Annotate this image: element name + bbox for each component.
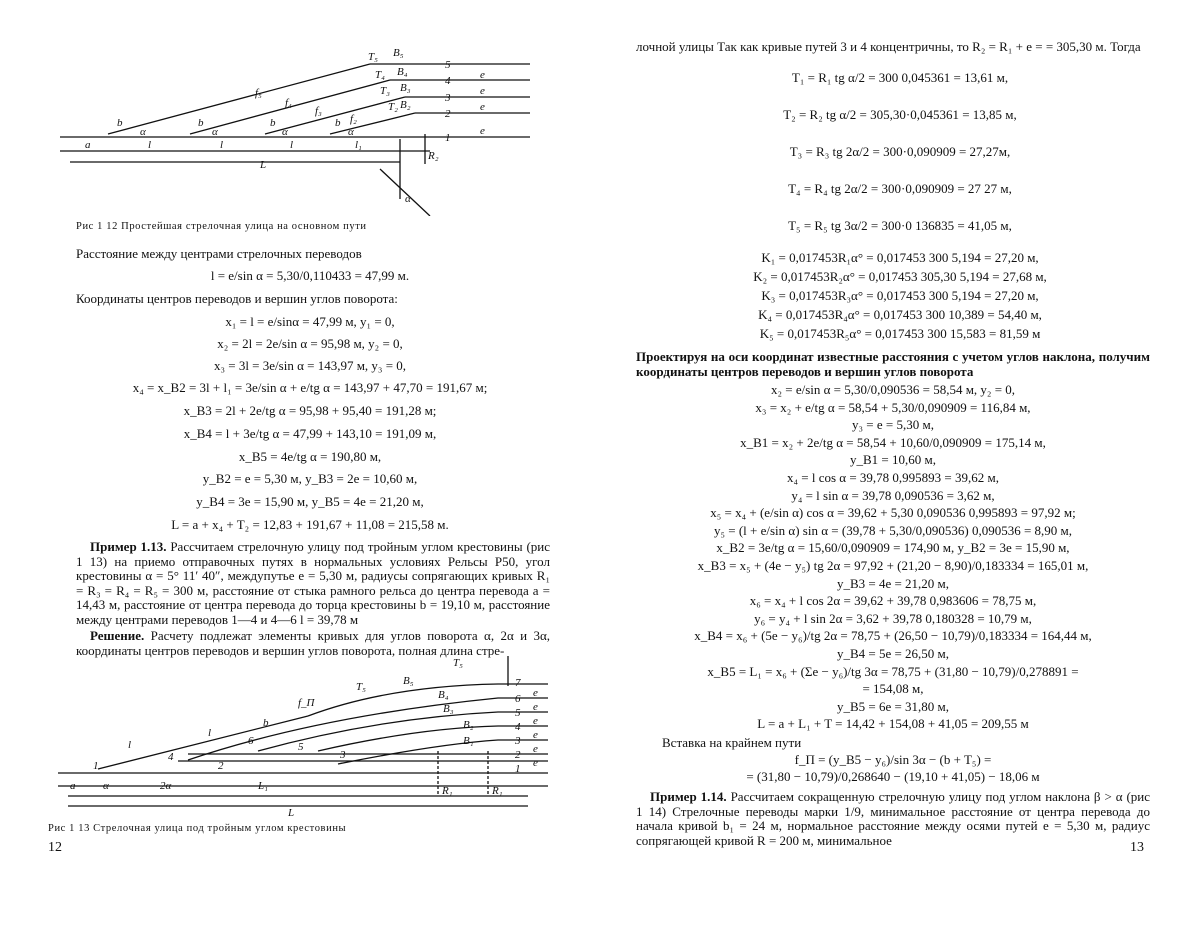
eq-K3: K₃ = 0,017453R₃α° = 0,017453 300 5,194 = 27,20 м, [761, 288, 1039, 303]
fig2-label-e6: e [533, 757, 538, 769]
fig1-caption: Рис 1 12 Простейшая стрелочная улица на основном пути [76, 221, 367, 232]
fig1-label-B3: B₃ [400, 82, 411, 94]
fig2-label-l2: l [208, 727, 212, 739]
solution-text: Расчету подлежат элементы кривых для углов поворота α, 2α и 3α, координаты центров переводов и вершин углов поворота, полная длина стре- [76, 628, 551, 658]
example-1-14 [636, 790, 1150, 848]
example-1-13-text: Рассчитаем стрелочную улицу под тройным углом крестовины (рис 1 13) на приемо отправочных путях в нормальных условиях Рельсы Р50, угол крестовины α = 5° 11′ 40″, междупутье e = 5,30 м, радиусы сопрягающих кривых R₁ = R₃ = R₄ = R₅ = 300 м, расстояние от стыка рамного рельса до центра перевода a = 14,43 м, расстояние от центра перевода до торца крестовины b = 19,10 м, расстояние между центрами переводов 1—4 и 4—6 l = 39,78 м [76, 539, 551, 627]
eq-xb5-cont: = 154,08 м, [862, 681, 924, 697]
fig2-track-6: 6 [515, 693, 521, 705]
fig1-label-R2: R₂ [428, 150, 439, 162]
eq-yb1: y_B1 = 10,60 м, [850, 452, 936, 468]
eq-coords-heading: Координаты центров переводов и вершин углов поворота: [76, 291, 398, 306]
fig2-label-e: e [533, 687, 538, 699]
eq-xb2: x_B2 = 3e/tg α = 15,60/0,090909 = 174,90 м, y_B2 = 3e = 15,90 м, [716, 540, 1070, 556]
fig2-label-R1b: R₁ [492, 785, 503, 797]
fig2-label-T5: T₅ [356, 681, 366, 693]
fig1-label-a: a [85, 139, 91, 151]
fig1-label-l3: l [290, 139, 294, 151]
fig1-label-alpha2: α [212, 126, 218, 138]
projection-text: Проектируя на оси координат известные расстояния с учетом углов наклона, получим координаты центров переводов и вершин углов поворота [636, 349, 1150, 379]
example-1-13 [76, 540, 550, 628]
fig2-label-B3: B₃ [443, 703, 454, 715]
fig1-label-B2: B₂ [400, 99, 411, 111]
eq-x1: x₁ = l = e/sinα = 47,99 м, y₁ = 0, [225, 314, 395, 329]
eq-T2: T₂ = R₂ tg α/2 = 305,30·0,045361 = 13,85 м, [783, 107, 1017, 122]
fig2-label-B1: B₁ [463, 735, 474, 747]
fig1-track-5: 5 [445, 59, 451, 71]
fig2-track-2: 2 [515, 749, 521, 761]
fig1-label-b: b [117, 117, 123, 129]
fig1-label-B4: B₄ [397, 66, 408, 78]
fig1-track-4: 4 [445, 75, 451, 87]
fig1-label-f3: f₃ [315, 105, 322, 117]
figure-1-12 [60, 44, 540, 216]
fig1-label-e2: e [480, 85, 485, 97]
equations-block-1 [70, 268, 550, 540]
equations-k [660, 250, 1140, 345]
eq-yb4: y_B4 = 5e = 26,50 м, [836, 645, 950, 661]
eq-T5: T₅ = R₅ tg 3α/2 = 300·0 136835 = 41,05 м, [788, 218, 1012, 233]
eq-x3: x₃ = x₂ + e/tg α = 58,54 + 5,30/0,090909 = 116,84 м, [755, 399, 1031, 415]
eq-T4: T₄ = R₄ tg 2α/2 = 300·0,090909 = 27 27 м, [788, 181, 1012, 196]
solution [76, 629, 550, 658]
fig2-label-e3: e [533, 715, 538, 727]
eq-y6: y₆ = y₄ + l sin 2α = 3,62 + 39,78 0,180328 = 10,79 м, [754, 610, 1032, 626]
fig2-track-4a: 4 [168, 751, 174, 763]
eq-T3: T₃ = R₃ tg 2α/2 = 300·0,090909 = 27,27м, [789, 144, 1011, 159]
fig1-label-f5: f₅ [255, 87, 262, 99]
eq-fn: f_П = (y_B5 − y₆)/sin 3α − (b + T₅) = [794, 752, 992, 767]
eq-K5: K₅ = 0,017453R₅α° = 0,017453 300 15,583 = 81,59 м [759, 326, 1041, 341]
fig2-label-fn: f_П [298, 697, 315, 709]
page-number-left: 12 [48, 840, 62, 855]
solution-title: Решение. [90, 628, 145, 643]
fig2-track-4: 4 [515, 721, 521, 733]
figure-1-13 [58, 656, 548, 816]
intro-text: лочной улицы Так как кривые путей 3 и 4 концентричны, то R₂ = R₁ + e = = 305,30 м. Тогда [636, 39, 1141, 54]
eq-x5: x₅ = x₄ + (e/sin α) cos α = 39,62 + 5,30 0,090536 0,995893 = 97,92 м; [710, 505, 1076, 521]
eq-yb2: y_B2 = e = 5,30 м, y_B3 = 2e = 10,60 м, [202, 471, 418, 486]
eq-xb3: x_B3 = 2l + 2e/tg α = 95,98 + 95,40 = 191,28 м; [183, 403, 437, 418]
fig2-label-a: a [70, 780, 76, 792]
fig1-label-l2: l [220, 139, 224, 151]
page-number-right: 13 [1130, 840, 1144, 855]
eq-xb1: x_B1 = x₂ + 2e/tg α = 58,54 + 10,60/0,090909 = 175,14 м, [740, 434, 1046, 450]
fig1-label-f4: f₄ [285, 97, 292, 109]
fig1-label-l1: l₁ [355, 139, 362, 151]
eq-xb4: x_B4 = l + 3e/tg α = 47,99 + 143,10 = 191,09 м, [183, 426, 437, 441]
example-1-14-title: Пример 1.14. [650, 789, 727, 804]
eq-xb5: x_B5 = 4e/tg α = 190,80 м, [238, 449, 382, 464]
fig1-label-b2: b [198, 117, 204, 129]
fig1-label-T4: T₄ [375, 69, 385, 81]
example-1-13-title: Пример 1.13. [90, 539, 167, 554]
eq-x3: x₃ = 3l = 3e/sin α = 143,97 м, y₃ = 0, [213, 358, 407, 373]
fig2-label-R1: R₁ [442, 785, 453, 797]
fig1-label-e3: e [480, 101, 485, 113]
fig2-track-6a: 6 [248, 735, 254, 747]
fig2-label-alpha: α [103, 780, 109, 792]
fig2-label-B5: B₅ [403, 675, 414, 687]
eq-xb3: x_B3 = x₅ + (4e − y₅) tg 2α = 97,92 + (21,20 − 8,90)/0,183334 = 165,01 м, [697, 557, 1089, 573]
fig1-track-1: 1 [445, 132, 451, 144]
fig1-label-alpha5: α [405, 193, 411, 205]
fig2-label-L: L [288, 807, 295, 816]
fig2-track-1a: 1 [93, 760, 99, 772]
equations-t [660, 70, 1140, 255]
fig2-label-T5b: T₅ [453, 657, 463, 669]
eq-x4: x₄ = x_B2 = 3l + l₁ = 3e/sin α + e/tg α = 143,97 + 47,70 = 191,67 м; [132, 380, 488, 395]
eq-fn-cont: = (31,80 − 10,79)/0,268640 − (19,10 + 41,05) − 18,06 м [746, 769, 1040, 784]
eq-K4: K₄ = 0,017453R₄α° = 0,017453 300 10,389 = 54,40 м, [758, 307, 1042, 322]
equations-f [636, 752, 1150, 786]
fig2-track-3: 3 [515, 735, 521, 747]
eq-L: L = a + x₄ + T₂ = 12,83 + 191,67 + 11,08 = 215,58 м. [171, 517, 449, 532]
insert-label: Вставка на крайнем пути [662, 735, 802, 750]
fig1-label-T3: T₃ [380, 85, 390, 97]
fig1-label-B5: B₅ [393, 47, 404, 59]
example-1-14-text: Рассчитаем сокращенную стрелочную улицу под углом наклона β > α (рис 1 14) Стрелочные переводы марки 1/9, минимальное расстояние от центра перевода до начала кривой b₁ = 24 м, нормальное расстояние между осями путей e = 5,30 м, радиус сопрягающей кривой R = 200 м, минимальное [636, 789, 1151, 848]
fig1-label-alpha: α [140, 126, 146, 138]
eq-L-total: L = a + L₁ + T = 14,42 + 154,08 + 41,05 = 209,55 м [757, 716, 1029, 732]
fig2-track-5a: 5 [298, 741, 304, 753]
fig2-caption: Рис 1 13 Стрелочная улица под тройным углом крестовины [48, 823, 347, 834]
fig1-label-alpha3: α [282, 126, 288, 138]
fig1-label-L: L [260, 159, 267, 171]
text-distance: Расстояние между центрами стрелочных переводов [76, 246, 362, 261]
eq-l: l = e/sin α = 5,30/0,110433 = 47,99 м. [210, 268, 410, 283]
fig1-label-b4: b [335, 117, 341, 129]
fig2-label-B2: B₂ [463, 719, 474, 731]
fig1-label-alpha4: α [348, 126, 354, 138]
fig2-label-2alpha: 2α [160, 780, 172, 792]
fig2-label-e5: e [533, 743, 538, 755]
fig2-label-b: b [263, 717, 269, 729]
eq-x2: x₂ = e/sin α = 5,30/0,090536 = 58,54 м, y₂ = 0, [770, 382, 1016, 397]
fig2-label-B4: B₄ [438, 689, 449, 701]
fig2-label-l: l [128, 739, 132, 751]
fig2-track-2a: 2 [218, 760, 224, 772]
fig2-track-1: 1 [515, 763, 521, 775]
eq-x2: x₂ = 2l = 2e/sin α = 95,98 м, y₂ = 0, [217, 336, 403, 351]
eq-yb3: y_B3 = 4e = 21,20 м, [836, 575, 950, 591]
fig1-track-3: 3 [445, 92, 451, 104]
eq-xb5: x_B5 = L₁ = x₆ + (Σe − y₆)/tg 3α = 78,75 + (31,80 − 10,79)/0,278891 = [707, 663, 1079, 679]
fig1-label-T2: T₂ [388, 101, 398, 113]
fig1-label-b3: b [270, 117, 276, 129]
fig1-track-2: 2 [445, 108, 451, 120]
fig2-label-e4: e [533, 729, 538, 741]
right-page [600, 0, 1200, 928]
equations-x [636, 382, 1150, 734]
eq-x4: x₄ = l cos α = 39,78 0,995893 = 39,62 м, [786, 469, 999, 485]
fig2-track-5: 5 [515, 707, 521, 719]
fig2-label-e2: e [533, 701, 538, 713]
eq-yb4: y_B4 = 3e = 15,90 м, y_B5 = 4e = 21,20 м, [196, 494, 424, 509]
eq-x6: x₆ = x₄ + l cos 2α = 39,62 + 39,78 0,983606 = 78,75 м, [749, 593, 1037, 609]
fig1-label-f2: f₂ [350, 113, 357, 125]
eq-T1: T₁ = R₁ tg α/2 = 300 0,045361 = 13,61 м, [791, 70, 1009, 85]
eq-y3: y₃ = e = 5,30 м, [852, 417, 934, 433]
eq-K1: K₁ = 0,017453R₁α° = 0,017453 300 5,194 = 27,20 м, [761, 250, 1039, 265]
fig1-label-e4: e [480, 125, 485, 137]
eq-xb4: x_B4 = x₆ + (5e − y₆)/tg 2α = 78,75 + (26,50 − 10,79)/0,183334 = 164,44 м, [694, 628, 1092, 644]
eq-K2: K₂ = 0,017453R₂α° = 0,017453 305,30 5,194 = 27,68 м, [753, 269, 1047, 284]
eq-y4: y₄ = l sin α = 39,78 0,090536 = 3,62 м, [791, 487, 995, 503]
fig2-track-3a: 3 [340, 749, 346, 761]
eq-y5: y₅ = (l + e/sin α) sin α = (39,78 + 5,30/0,090536) 0,090536 = 8,90 м, [713, 522, 1073, 538]
eq-yb5: y_B5 = 6e = 31,80 м, [836, 698, 950, 714]
fig1-label-e: e [480, 69, 485, 81]
fig2-track-7: 7 [515, 677, 521, 689]
fig2-label-L1: L₁ [258, 780, 268, 792]
fig1-label-T5: T₅ [368, 51, 378, 63]
fig1-label-l: l [148, 139, 152, 151]
